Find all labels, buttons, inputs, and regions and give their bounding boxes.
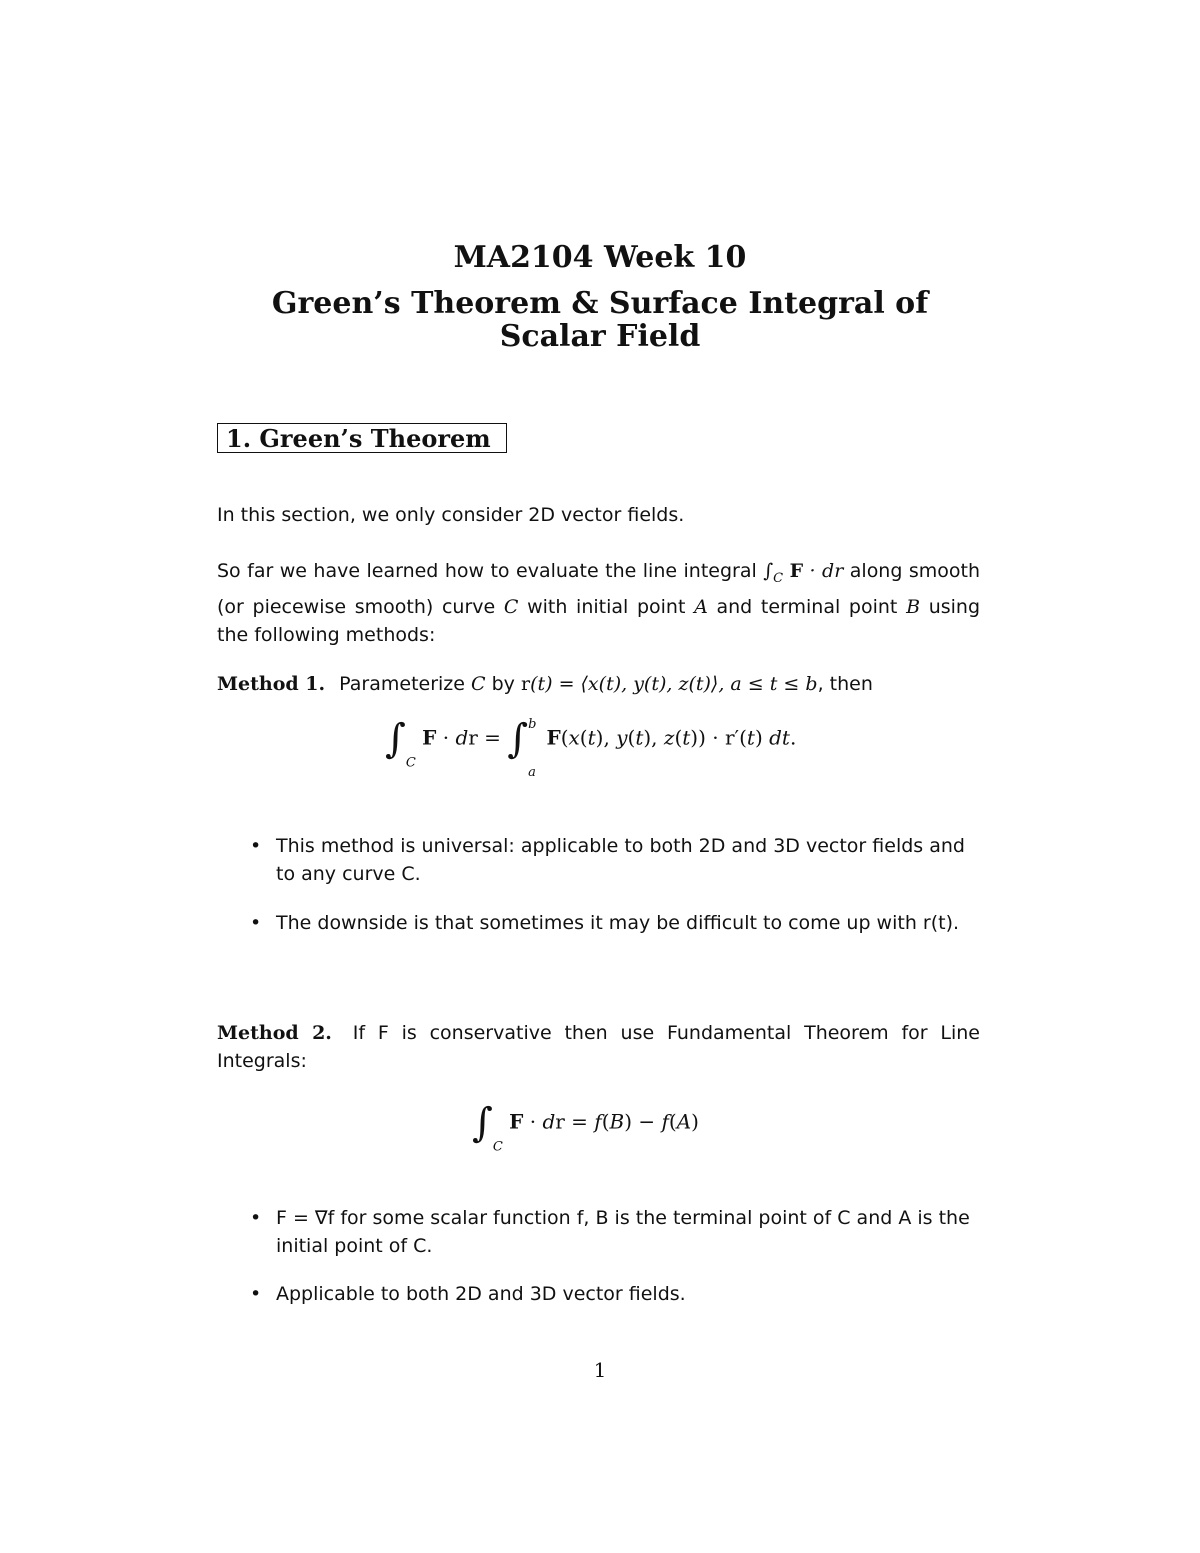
overview-paragraph xyxy=(217,557,980,649)
list-item xyxy=(250,832,980,888)
intro-paragraph: In this section, we only consider 2D vector fields. xyxy=(217,504,685,526)
point-b-symbol: B xyxy=(906,595,921,618)
curve-symbol: C xyxy=(503,595,519,618)
method1-bullet-1-text: This method is universal: applicable to both 2D and 3D vector fields and to any curve C. xyxy=(276,835,965,885)
bullet-icon: • xyxy=(250,1207,262,1229)
list-item xyxy=(250,1204,980,1260)
method1-label: Method 1. xyxy=(217,673,326,695)
method1-bullet-2-text: The downside is that sometimes it may be difficult to come up with r(t). xyxy=(276,912,960,934)
method2-bullet-2-text: Applicable to both 2D and 3D vector fields. xyxy=(276,1283,686,1305)
page-number: 1 xyxy=(593,1358,607,1382)
page-title: MA2104 Week 10 xyxy=(453,240,747,275)
method1-equation: $\int_C$ F · dr = ∫ b a F(x(t), y(t), z(t)) · r′(t) dt. xyxy=(385,716,797,780)
overview-text-3: with initial point xyxy=(527,595,686,618)
bullet-icon: • xyxy=(250,1283,262,1305)
page-subtitle-line1: Green’s Theorem & Surface Integral of xyxy=(271,286,929,321)
list-item xyxy=(250,1280,980,1308)
bullet-icon: • xyxy=(250,912,262,934)
bullet-icon: • xyxy=(250,835,262,857)
method1-text-2: by xyxy=(491,673,515,695)
method1-text-3: , then xyxy=(817,673,873,695)
method1-text-1: Parameterize xyxy=(339,673,465,695)
method1-paragraph xyxy=(217,670,980,698)
overview-text-2: along smooth (or piecewise smooth) curve xyxy=(217,560,981,618)
section-heading: 1. Green’s Theorem xyxy=(217,423,507,453)
method2-text: If F is conservative then use Fundamental Theorem for Line Integrals: xyxy=(217,1022,980,1072)
overview-text-5: using the following methods: xyxy=(217,595,981,646)
curve-symbol: C xyxy=(471,673,486,695)
line-integral-inline: $\int_C$ F · dr xyxy=(763,560,844,586)
method2-paragraph xyxy=(217,1019,980,1075)
overview-text-4: and terminal point xyxy=(716,595,898,618)
page-subtitle-line2: Scalar Field xyxy=(499,319,701,354)
method2-equation: $\int_C$ F · dr = f(B) − f(A) xyxy=(472,1100,699,1155)
method2-label: Method 2. xyxy=(217,1022,332,1044)
point-a-symbol: A xyxy=(694,595,708,618)
list-item xyxy=(250,909,980,937)
overview-text-1: So far we have learned how to evaluate the line integral xyxy=(217,560,757,582)
parameterization-formula: r(t) = ⟨x(t), y(t), z(t)⟩, a ≤ t ≤ b xyxy=(520,673,818,695)
method2-bullet-1-text: F = ∇f for some scalar function f, B is the terminal point of C and A is the initial point of C. xyxy=(276,1207,970,1257)
